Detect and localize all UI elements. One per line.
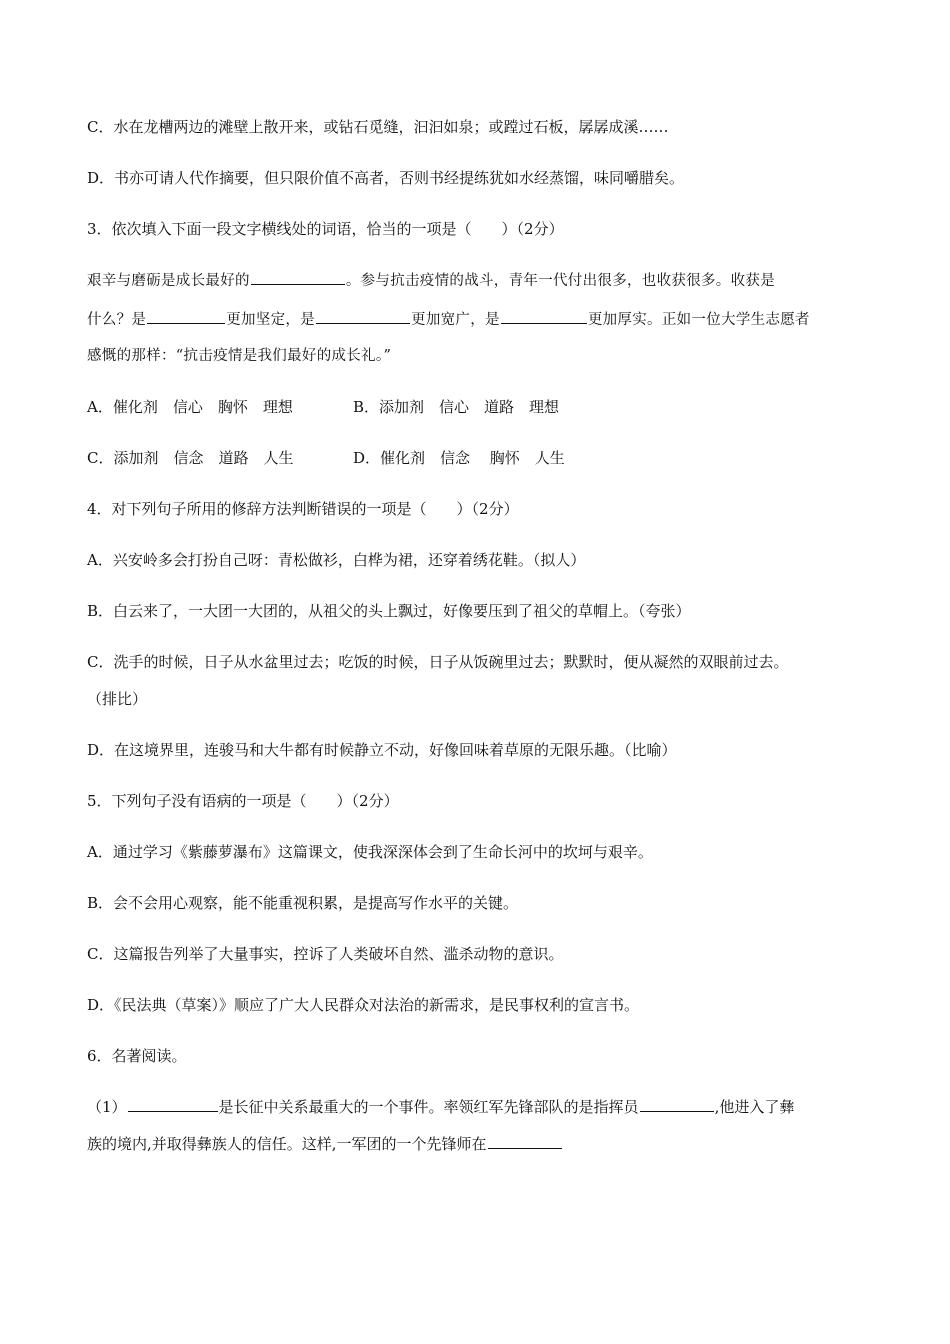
- q3-passage-line-3: 感慨的那样：“抗击疫情是我们最好的成长礼。”: [87, 348, 392, 364]
- q3-passage-text: 更加宽广，是: [411, 312, 500, 328]
- q3-option-b: B．添加剂 信心 道路 理想: [353, 398, 560, 416]
- q3-passage-text: 更加坚定，是: [226, 312, 316, 328]
- fill-blank-3[interactable]: [316, 309, 410, 324]
- fill-blank-6[interactable]: [640, 1097, 714, 1112]
- q5-option-a: A．通过学习《紫藤萝瀑布》这篇课文，使我深深体会到了生命长河中的坎坷与艰辛。: [87, 843, 653, 861]
- q4-option-c: C．洗手的时候，日子从水盆里过去；吃饭的时候，日子从饭碗里过去；默默时，便从凝然的双眼前过去。: [87, 653, 789, 671]
- fill-blank-4[interactable]: [501, 309, 587, 324]
- q3-stem: 3．依次填入下面一段文字横线处的词语，恰当的一项是（ ）（2分）: [87, 220, 564, 238]
- q5-option-d: D．《民法典（草案）》顺应了广大人民群众对法治的新需求，是民事权利的宣言书。: [87, 996, 640, 1014]
- q4-option-c-tag: （排比）: [87, 690, 148, 708]
- q6-stem: 6．名著阅读。: [87, 1047, 187, 1065]
- q3-passage-text: 艰辛与磨砺是成长最好的: [87, 273, 250, 289]
- q3-option-a: A．催化剂 信心 胸怀 理想: [87, 398, 293, 416]
- q3-option-c: C．添加剂 信念 道路 人生: [87, 449, 294, 467]
- q6-text: 是长征中关系最重大的一个事件。率领红军先锋部队的是指挥员: [218, 1098, 639, 1116]
- q2-option-c: C．水在龙槽两边的滩壁上散开来，或钻石觅缝，汩汩如泉；或蹚过石板，孱孱成溪……: [87, 118, 669, 136]
- q4-option-b: B．白云来了，一大团一大团的，从祖父的头上飘过，好像要压到了祖父的草帽上。（夸张）: [87, 602, 691, 620]
- q3-passage-text: 。参与抗击疫情的战斗，青年一代付出很多，也收获很多。收获是: [345, 273, 776, 289]
- fill-blank-5[interactable]: [128, 1097, 218, 1112]
- q4-option-a: A．兴安岭多会打扮自己呀：青松做衫，白桦为裙，还穿着绣花鞋。（拟人）: [87, 551, 586, 569]
- fill-blank-7[interactable]: [488, 1134, 562, 1149]
- q2-option-d: D．书亦可请人代作摘要，但只限价值不高者，否则书经提练犹如水经蒸馏，味同嚼腊矣。: [87, 169, 685, 187]
- q4-option-d: D．在这境界里，连骏马和大牛都有时候静立不动，好像回味着草原的无限乐趣。（比喻）: [87, 741, 677, 759]
- q5-option-b: B．会不会用心观察，能不能重视积累，是提高写作水平的关键。: [87, 894, 519, 912]
- q3-option-d: D．催化剂 信念 胸怀 人生: [353, 449, 565, 467]
- q3-passage-line-1: [87, 270, 775, 291]
- q6-text: 族的境内,并取得彝族人的信任。这样,一军团的一个先锋师在: [87, 1135, 487, 1153]
- q6-part1-line-2: [87, 1134, 563, 1154]
- q5-option-c: C．这篇报告列举了大量事实，控诉了人类破坏自然、滥杀动物的意识。: [87, 945, 564, 963]
- fill-blank-1[interactable]: [251, 270, 345, 285]
- fill-blank-2[interactable]: [147, 309, 225, 324]
- q3-passage-text: 什么？是: [87, 312, 147, 328]
- q3-passage-line-2: [87, 309, 810, 330]
- q6-part1-line-1: [87, 1097, 794, 1117]
- q3-passage-text: 更加厚实。正如一位大学生志愿者: [587, 312, 810, 328]
- q6-text: （1）: [87, 1098, 127, 1116]
- q4-stem: 4．对下列句子所用的修辞方法判断错误的一项是（ ）（2分）: [87, 500, 519, 518]
- q5-stem: 5．下列句子没有语病的一项是（ ）（2分）: [87, 792, 399, 810]
- q6-text: ,他进入了彝: [714, 1098, 795, 1116]
